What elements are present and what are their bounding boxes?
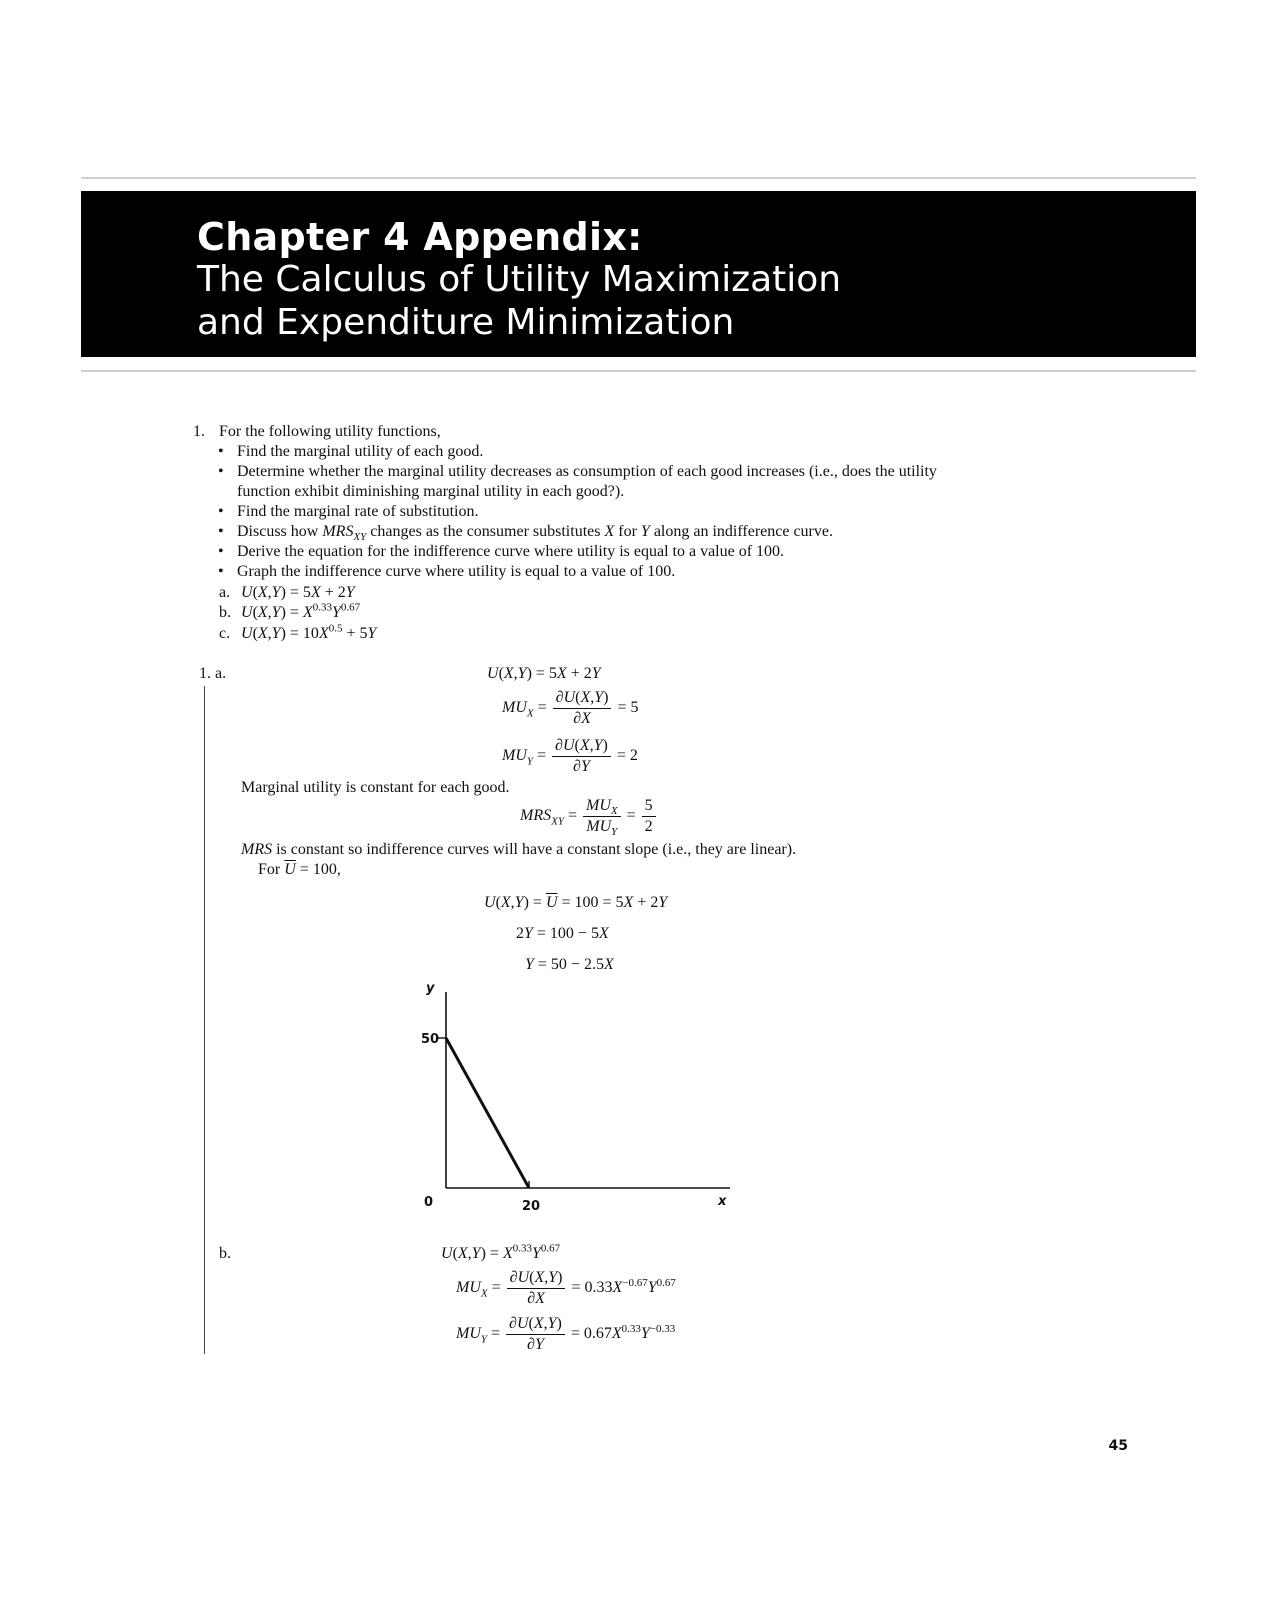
origin-label: 0 xyxy=(424,1195,434,1210)
eq-mux-b: $MU_X$ = $\frac{\partial U(X,Y)}{\partial X}$ = $0.33X^{-0.67}Y^{0.67}$ xyxy=(456,1269,676,1307)
bullet-5: • Derive the equation for the indifference curve where utility is equal to a value of 100. xyxy=(218,543,785,560)
part-a-label: a. xyxy=(219,584,231,601)
bullet-2-cont: function exhibit diminishing marginal utility in each good?). xyxy=(237,483,625,500)
eq-2y: 2Y = 100 − 5X xyxy=(516,925,609,942)
part-a-equation: U(X,Y) = 5X + 2Y xyxy=(241,584,355,601)
y-tick-label: 50 xyxy=(421,1032,440,1047)
eq-mrs-a: $MRS_{XY}$ = $\frac{MU_X}{MU_Y}$ = $\frac{5}{2}$ xyxy=(520,796,658,837)
chapter-subtitle-line-2: and Expenditure Minimization xyxy=(197,302,735,343)
indifference-line xyxy=(446,1038,529,1188)
eq-y-solved: Y = 50 − 2.5X xyxy=(525,956,614,973)
indifference-curve-graph xyxy=(400,980,740,1220)
page-number: 45 xyxy=(1108,1438,1128,1454)
bullet-2: • Determine whether the marginal utility decreases as consumption of each good increases (i.e., does the utility xyxy=(218,463,937,480)
x-tick-label: 20 xyxy=(522,1199,541,1214)
chapter-title: Chapter 4 Appendix: xyxy=(197,215,643,259)
for-ubar-text: For $\overline{U} = 100$, xyxy=(258,861,341,878)
y-axis-label: y xyxy=(426,981,435,996)
bullet-1: • Find the marginal utility of each good. xyxy=(218,443,484,460)
bullet-6: • Graph the indifference curve where utility is equal to a value of 100. xyxy=(218,563,676,580)
part-b-label: b. xyxy=(219,604,231,621)
part-b-equation: $U(X,Y) = X^{0.33}Y^{0.67}$ xyxy=(241,601,361,621)
part-c-equation: $U(X,Y) = 10X^{0.5} + 5Y$ xyxy=(241,622,377,642)
problem-number: 1. xyxy=(193,423,205,440)
chapter-banner xyxy=(81,191,1196,357)
bullet-3: • Find the marginal rate of substitution. xyxy=(218,503,479,520)
x-axis-label: x xyxy=(718,1194,727,1209)
problem-intro: For the following utility functions, xyxy=(219,423,441,440)
eq-muy-b: $MU_Y$ = $\frac{\partial U(X,Y)}{\partial Y}$ = $0.67X^{0.33}Y^{-0.33}$ xyxy=(456,1315,676,1353)
part-c-label: c. xyxy=(219,625,231,642)
solution-label-b: b. xyxy=(219,1245,231,1262)
chapter-subtitle-line-1: The Calculus of Utility Maximization xyxy=(197,259,842,300)
eq-utility-a: U(X,Y) = 5X + 2Y xyxy=(487,665,601,682)
eq-mux-a: $MU_X$ = $\frac{\partial U(X,Y)}{\partial X}$ = 5 xyxy=(502,689,639,727)
mu-constant-text: Marginal utility is constant for each good. xyxy=(241,779,510,796)
eq-indifference-a: $U(X,Y) = \overline{U} = 100 = 5X + 2Y$ xyxy=(484,894,668,911)
eq-muy-a: $MU_Y$ = $\frac{\partial U(X,Y)}{\partial Y}$ = 2 xyxy=(502,737,638,775)
bottom-rule xyxy=(81,370,1196,372)
mrs-constant-text: MRS is constant so indifference curves will have a constant slope (i.e., they are linear). xyxy=(241,841,797,858)
eq-utility-b: $U(X,Y) = X^{0.33}Y^{0.67}$ xyxy=(441,1242,561,1262)
solution-label-1a: 1. a. xyxy=(199,665,227,682)
solution-margin-line xyxy=(204,686,205,1354)
bullet-4: • Discuss how $MRS_{XY}$ changes as the consumer substitutes X for Y along an indifference curve. xyxy=(218,523,833,544)
top-rule xyxy=(81,177,1196,179)
